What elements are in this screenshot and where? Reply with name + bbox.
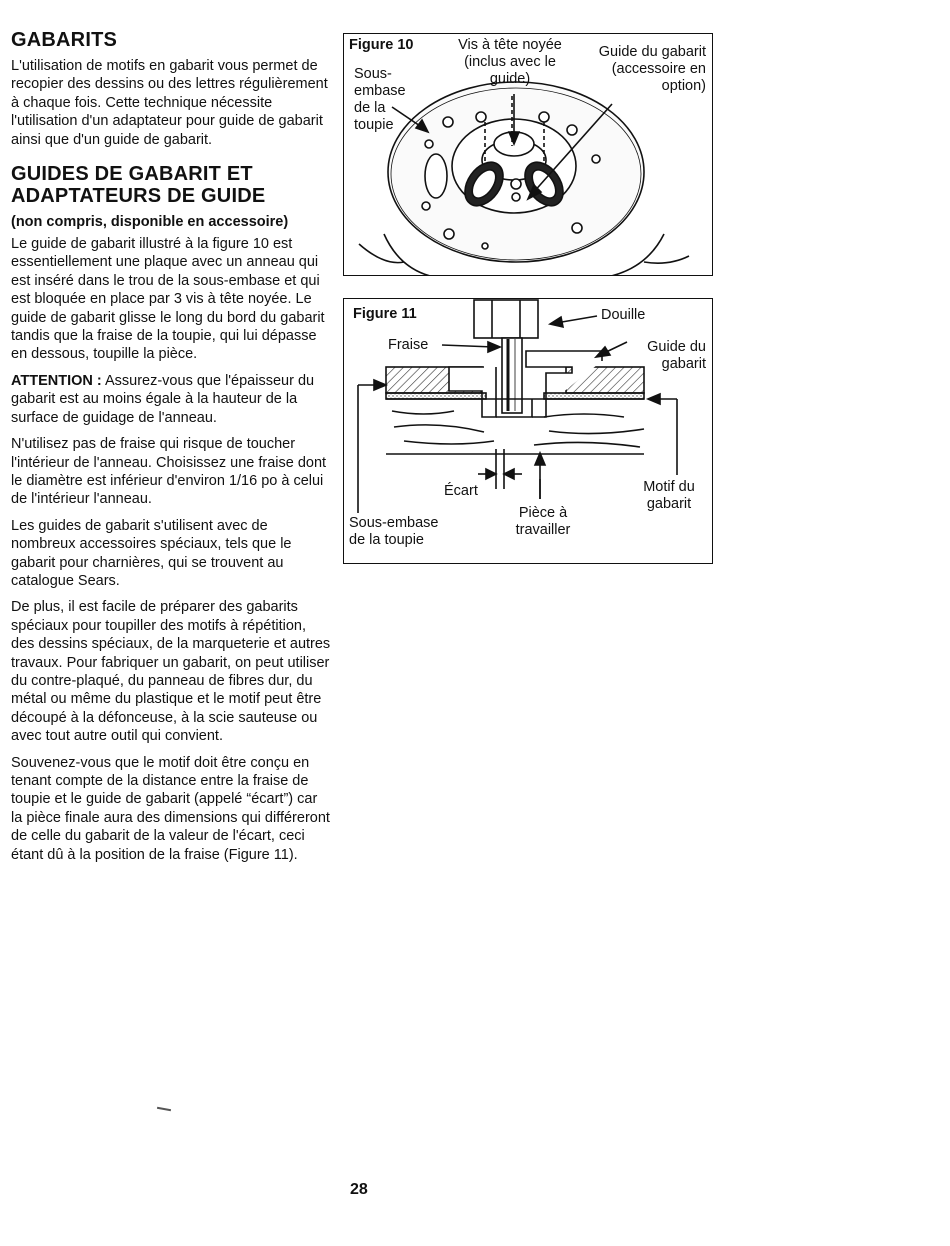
section-subtitle: (non compris, disponible en accessoire) (11, 214, 289, 231)
figure-11-label-guide: Guide du gabarit (647, 339, 706, 372)
figure-10-label-screw: Vis à tête noyée (inclus avec le guide) (458, 37, 562, 87)
figure-10 (343, 33, 713, 276)
figure-11-title: Figure 11 (353, 306, 417, 322)
figure-11-label-bit: Fraise (388, 337, 429, 353)
paragraph-intro: L'utilisation de motifs en gabarit vous permet de recopier des dessins ou des lettres régulièrement à chaque fois. Cette technique nécessite l'utilisation d'un adaptateur pour guide de gabarit ainsi que d'un guide de gabarit. (11, 58, 328, 148)
paragraph-bit-choice: N'utilisez pas de fraise qui risque de toucher l'intérieur de l'anneau. Choisissez une fraise dont le diamètre est inférieur d'environ 1/16 po à celui de l'intérieur l'anneau. (11, 436, 327, 508)
paragraph-guide-description: Le guide de gabarit illustré à la figure 10 est essentiellement une plaque avec un anneau qui est inséré dans le trou de la sous-embase et qui est bloquée en place par 3 vis à tête noyée. Le guide de gabarit glisse le long du bord du gabarit tandis que la fraise de la toupie, qui lui dépasse en dessous, toupille la pièce. (11, 236, 325, 363)
section-title-guides: GUIDES DE GABARIT ET ADAPTATEURS DE GUIDE (11, 163, 266, 208)
figure-10-title: Figure 10 (349, 37, 414, 53)
figure-11-label-workpiece: Pièce à travailler (515, 505, 571, 538)
text-column (11, 29, 331, 872)
figure-10-label-sub-base: Sous- embase de la toupie (354, 66, 406, 133)
section-title-gabarits: GABARITS (11, 29, 118, 51)
stray-mark (157, 1107, 171, 1111)
page-number: 28 (350, 1181, 368, 1198)
paragraph-special-templates: De plus, il est facile de préparer des gabarits spéciaux pour toupiller des motifs à répétition, des dessins spéciaux, de la marqueterie et autres travaux. Pour fabriquer un gabarit, on peut utiliser du contre-plaqué, du panneau de fibres dur, du métal ou même du plastique et le motif peut être découpé à la défonceuse, à la scie sauteuse ou avec tout autre outil qui convient. (11, 599, 331, 745)
attention-label: ATTENTION : (11, 372, 102, 389)
attention-text: Assurez-vous que l'épaisseur du gabarit est au moins égale à la hauteur de la surface de guidage de l'anneau. (11, 372, 315, 426)
figure-11-label-gap: Écart (444, 483, 478, 499)
paragraph-accessories: Les guides de gabarit s'utilisent avec de nombreux accessoires spéciaux, tels que le gabarit pour charnières, qui se trouvent au catalogue Sears. (11, 517, 292, 589)
paragraph-offset: Souvenez-vous que le motif doit être conçu en tenant compte de la distance entre la fraise de toupie et le guide de gabarit (appelé “écart”) car la pièce finale aura des dimensions qui différeront de celle du gabarit de la valeur de l'écart, ceci étant dû à la position de la fraise (Figure 11). (11, 754, 330, 863)
paragraph-attention (11, 372, 331, 427)
figure-11-label-sub-base: Sous-embase de la toupie (349, 515, 439, 548)
figure-11-label-template: Motif du gabarit (643, 479, 695, 512)
figure-10-label-guide: Guide du gabarit (accessoire en option) (598, 44, 706, 94)
figure-11-label-collet: Douille (601, 307, 646, 323)
figure-11 (343, 298, 713, 564)
